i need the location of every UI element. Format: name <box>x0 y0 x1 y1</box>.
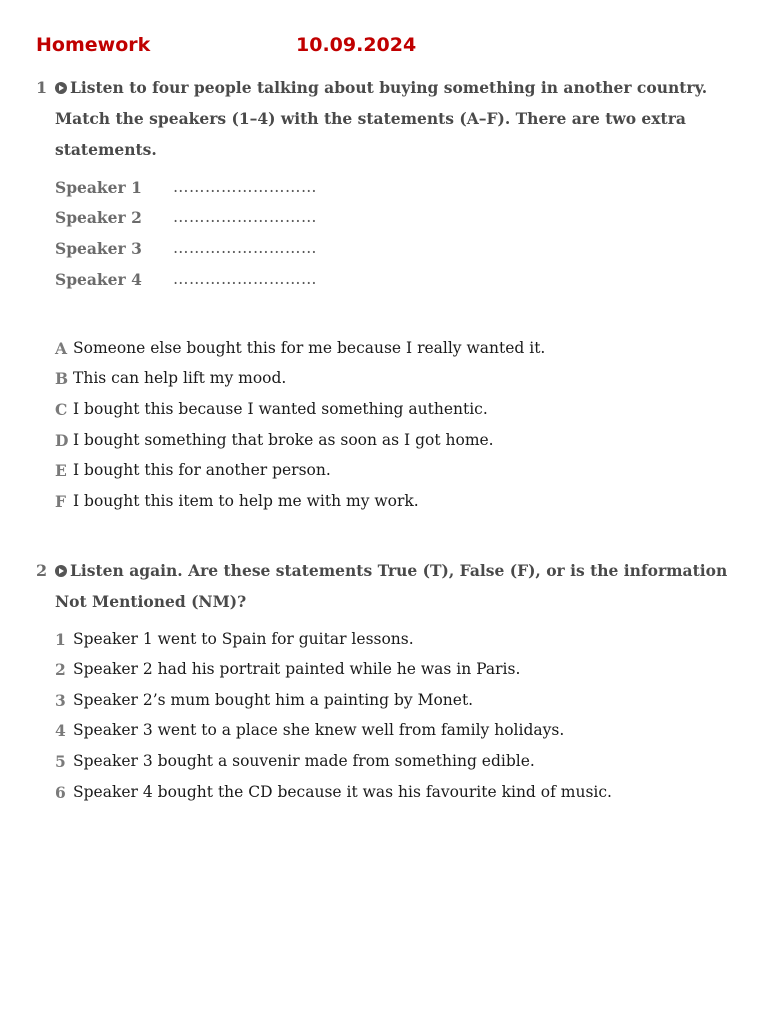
statement-text: I bought this item to help me with my work. <box>73 492 419 510</box>
item-number: 5 <box>55 752 66 771</box>
item-text: Speaker 1 went to Spain for guitar lessons. <box>73 630 414 648</box>
tf-item-4 <box>55 721 745 745</box>
exercise-2-instruction <box>55 555 735 617</box>
item-text: Speaker 3 went to a place she knew well from family holidays. <box>73 721 565 739</box>
statement-text: I bought something that broke as soon as I got home. <box>73 431 494 449</box>
tf-item-3 <box>55 691 745 715</box>
exercise-1-number: 1 <box>36 78 48 97</box>
item-number: 6 <box>55 783 66 802</box>
item-number: 1 <box>55 630 66 649</box>
tf-item-6 <box>55 783 745 807</box>
statement-letter: C <box>55 400 68 419</box>
statement-letter: A <box>55 339 68 358</box>
speaker-label: Speaker 1 <box>55 178 142 197</box>
statement-a <box>55 339 745 363</box>
exercise-1-instruction-text: Listen to four people talking about buying something in another country. Match the speakers (1–4) with the statements (A–F). There are two extra statements. <box>55 78 708 159</box>
homework-title: Homework <box>36 34 151 56</box>
item-number: 2 <box>55 660 66 679</box>
exercise-2-instruction-text: Listen again. Are these statements True (T), False (F), or is the information Not Mentioned (NM)? <box>55 561 728 611</box>
item-text: Speaker 2 had his portrait painted while he was in Paris. <box>73 660 521 678</box>
audio-play-icon <box>55 565 67 577</box>
statement-letter: F <box>55 492 67 511</box>
tf-item-5 <box>55 752 745 776</box>
item-text: Speaker 3 bought a souvenir made from something edible. <box>73 752 535 770</box>
answer-blank[interactable]: ……………………… <box>173 208 317 226</box>
speaker-label: Speaker 3 <box>55 239 142 258</box>
statement-letter: D <box>55 431 69 450</box>
item-text: Speaker 4 bought the CD because it was his favourite kind of music. <box>73 783 612 801</box>
speaker-label: Speaker 2 <box>55 208 142 227</box>
statement-b <box>55 369 745 393</box>
statement-text: Someone else bought this for me because I really wanted it. <box>73 339 546 357</box>
item-number: 4 <box>55 721 66 740</box>
statement-c <box>55 400 745 424</box>
statement-letter: B <box>55 369 69 388</box>
tf-item-1 <box>55 630 745 654</box>
item-number: 3 <box>55 691 66 710</box>
statement-letter: E <box>55 461 67 480</box>
statement-text: I bought this because I wanted something authentic. <box>73 400 488 418</box>
statement-d <box>55 431 745 455</box>
audio-play-icon <box>55 82 67 94</box>
speaker-label: Speaker 4 <box>55 270 142 289</box>
exercise-1-instruction <box>55 72 735 165</box>
exercise-2-number: 2 <box>36 561 48 580</box>
answer-blank[interactable]: ……………………… <box>173 239 317 257</box>
item-text: Speaker 2’s mum bought him a painting by Monet. <box>73 691 474 709</box>
statement-e <box>55 461 745 485</box>
answer-blank[interactable]: ……………………… <box>173 270 317 288</box>
answer-blank[interactable]: ……………………… <box>173 178 317 196</box>
statement-text: I bought this for another person. <box>73 461 331 479</box>
statement-text: This can help lift my mood. <box>73 369 287 387</box>
statement-f <box>55 492 745 516</box>
homework-date: 10.09.2024 <box>296 34 417 56</box>
worksheet-header <box>36 34 736 64</box>
tf-item-2 <box>55 660 745 684</box>
